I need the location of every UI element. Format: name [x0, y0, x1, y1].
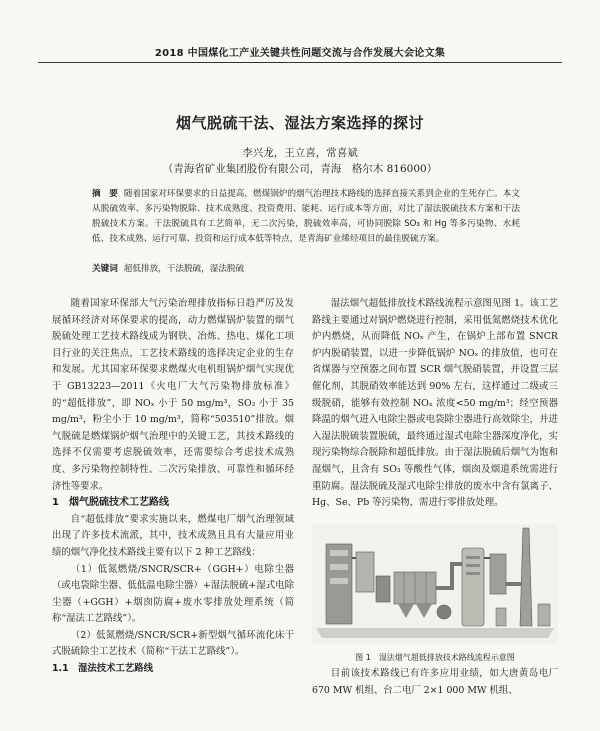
route-item-1: （1）低氮燃烧/SNCR/SCR+（GGH+）电除尘器（或电袋除尘器、低低温电除尘器）+湿法脱硫+湿式电除尘器（+GGH）+烟囱防腐+废水零排放处理系统（简称“湿法工艺路线”）。	[52, 563, 294, 625]
figure-1-caption	[312, 650, 558, 667]
running-header: 2018 中国煤化工产业关键共性问题交流与合作发展大会论文集	[154, 48, 446, 59]
subsection-1-1-heading: 1.1 湿法技术工艺路线	[52, 663, 153, 675]
abstract	[92, 187, 520, 247]
keywords	[92, 262, 520, 274]
keywords-label: 关键词	[92, 264, 118, 274]
abstract-text: 随着国家对环保要求的日益提高，燃煤锅炉的烟气治理技术路线的选择直接关系到企业的生死存亡。本文从脱硫效率、多污染物脱除、技术成熟度、投资费用、能耗、运行成本等方面，对比了湿法脱硫技术方案和干法脱硫技术方案。干法脱硫具有工艺简单，无二次污染，脱硫效率高，可协同脱除 SO₃ 和 Hg 等多污染物、水耗低、技术成熟、运行可靠、投资和运行成本低等特点，是青海矿业烯烃项目的最佳脱硫方案。	[92, 189, 520, 244]
right-column	[312, 296, 558, 700]
applications-paragraph: 目前该技术路线已有许多应用业绩，如大唐黄岛电厂 670 MW 机组、台二电厂 2×1 000 MW 机组、	[312, 668, 558, 696]
header-rule	[38, 62, 562, 63]
intro-paragraph: 随着国家环保部大气污染治理排放指标日趋严厉及发展循环经济对环保要求的提高，动力燃煤锅炉装置的烟气脱硫处理工艺技术路线成为钢铁、冶炼、热电、煤化工项目行业的关注焦点，工艺技术路线的选择决定企业的生存和发展。尤其国家环保要求燃煤火电机组锅炉烟气实现优于 GB13223—2011《火电厂大气污染物排放标准》的“超低排放”，即 NOₓ 小于 50 mg/m³，SO₂ 小于 35 mg/m³，粉尘小于 10 mg/m³，简称“503510”排放。烟气脱硫是燃煤锅炉烟气治理中的关键工艺，其技术路线的选择不仅需要考虑脱硫效率，还需要综合考虑技术成熟度、多污染物控制特性、二次污染排放、可靠性和循环经济性等要求。	[52, 298, 294, 492]
section-1-paragraph: 自“超低排放”要求实施以来，燃煤电厂烟气治理领域出现了许多技术流派，其中，技术成熟且具有大量应用业绩的烟气净化技术路线主要有以下 2 种工艺路线：	[52, 513, 294, 558]
authors: 李兴龙，王立喜，常喜斌	[242, 147, 358, 159]
affiliation: （青海省矿业集团股份有限公司，青海 格尔木 816000）	[162, 163, 438, 175]
route-item-2: （2）低氮燃烧/SNCR/SCR+新型烟气循环流化床干式脱硫除尘工艺技术（简称“干法工艺路线”）。	[52, 629, 294, 658]
figure-1-process-diagram	[312, 524, 558, 644]
section-1-heading: 1 烟气脱硫技术工艺路线	[52, 497, 169, 509]
abstract-label: 摘 要	[92, 189, 118, 199]
figure-1-number: 图 1	[355, 652, 371, 662]
wet-route-paragraph: 湿法烟气超低排放技术路线流程示意图见图 1。该工艺路线主要通过对锅炉燃烧进行控制，采用低氮燃烧技术优化炉内燃烧，从而降低 NOₓ 产生，在锅炉上部布置 SNCR 炉内脱硝装置，以进一步降低锅炉 NOₓ 的排放值，也可在省煤器与空预器之间布置 SCR 烟气脱硝装置，并设置三层催化剂，其脱硝效率能达到 90% 左右，这样通过二级或三级脱硝，能够有效控制 NOₓ 浓度<50 mg/m³；经空预器降温的烟气进入电除尘器或电袋除尘器进行高效除尘，并进入湿法脱硫装置脱硫，最终通过湿式电除尘器深度净化，实现污染物综合脱除和超低排放。由于湿法脱硫后烟气为饱和湿烟气，且含有 SO₃ 等酸性气体，烟囱及烟道系统需进行重防腐。湿法脱硫及湿式电除尘排放的废水中含有氯离子、Hg、Se、Pb 等污染物，需进行零排放处理。	[312, 298, 558, 509]
paper-title: 烟气脱硫干法、湿法方案选择的探讨	[175, 114, 424, 132]
left-column	[52, 296, 294, 678]
keywords-text: 超低排放，干法脱硫，湿法脱硫	[123, 264, 245, 274]
process-flow-illustration	[312, 524, 558, 644]
figure-1-caption-text: 湿法烟气超低排放技术路线流程示意图	[378, 652, 515, 662]
